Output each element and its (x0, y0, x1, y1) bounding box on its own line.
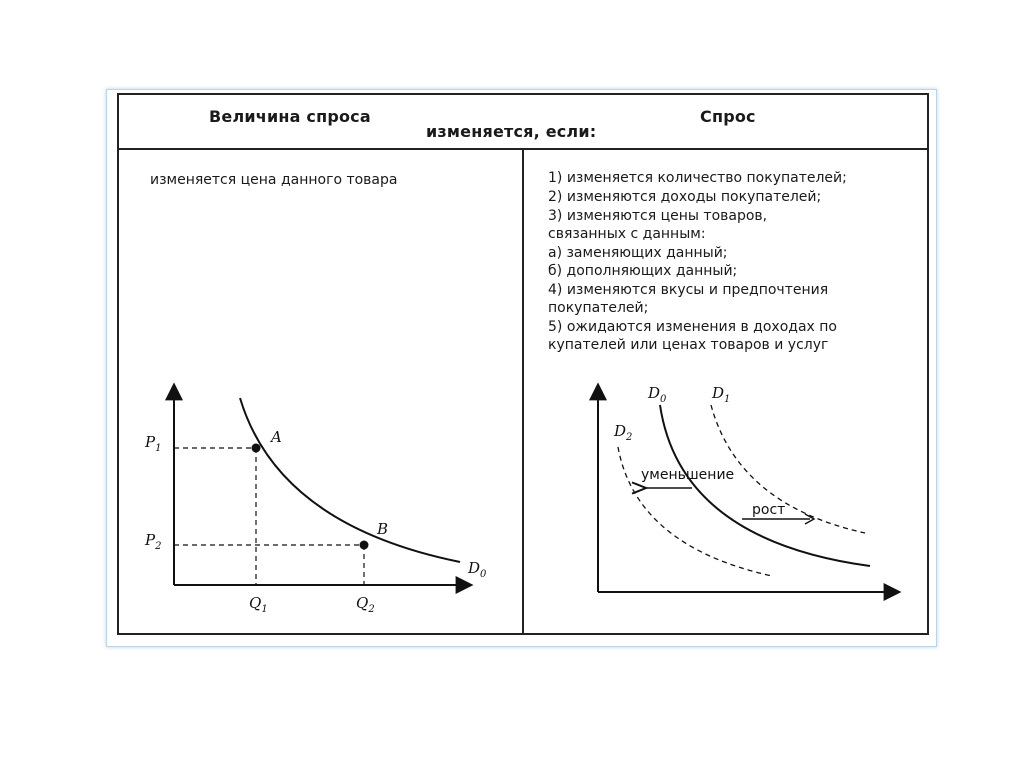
q2-label: $Q_2$ (356, 594, 375, 615)
right-condition-line: б) дополняющих данный; (548, 263, 738, 279)
d0-label: $D_0$ (468, 559, 487, 580)
right-condition-line: а) заменяющих данный; (548, 245, 728, 261)
d1-label: $D_1$ (712, 384, 731, 405)
demand-curve-d0 (240, 398, 460, 562)
point-a-label: A (271, 428, 282, 446)
increase-label: рост (752, 502, 786, 518)
right-condition-line: связанных с данным: (548, 226, 706, 242)
q1-label: $Q_1$ (249, 594, 268, 615)
right-condition-line: 1) изменяется количество покупателей; (548, 170, 847, 186)
demand-curve-d0 (660, 405, 870, 566)
p2-label: $P_2$ (145, 531, 162, 552)
point-b (360, 541, 369, 550)
price-quantity-graph (144, 386, 487, 615)
d2-label: $D_2$ (614, 422, 633, 443)
right-condition-line: 4) изменяются вкусы и предпочтения (548, 282, 829, 298)
p1-label: $P_1$ (145, 433, 162, 454)
demand-shift-graph (598, 384, 898, 592)
right-condition-line: 3) изменяются цены товаров, (548, 208, 768, 224)
header-quantity-demanded: Величина спроса (209, 107, 371, 126)
header-changes-if: изменяется, если: (426, 122, 597, 141)
right-condition-line: покупателей; (548, 300, 649, 316)
right-condition-line: 5) ожидаются изменения в доходах по (548, 319, 837, 335)
d0-label: $D_0$ (648, 384, 667, 405)
right-condition-line: 2) изменяются доходы покупателей; (548, 189, 822, 205)
left-condition-text: изменяется цена данного товара (150, 172, 398, 188)
right-condition-line: купателей или ценах товаров и услуг (548, 337, 829, 353)
point-a (252, 444, 261, 453)
point-b-label: B (377, 520, 389, 538)
header-demand: Спрос (700, 107, 756, 126)
decrease-label: уменьшение (641, 467, 735, 483)
